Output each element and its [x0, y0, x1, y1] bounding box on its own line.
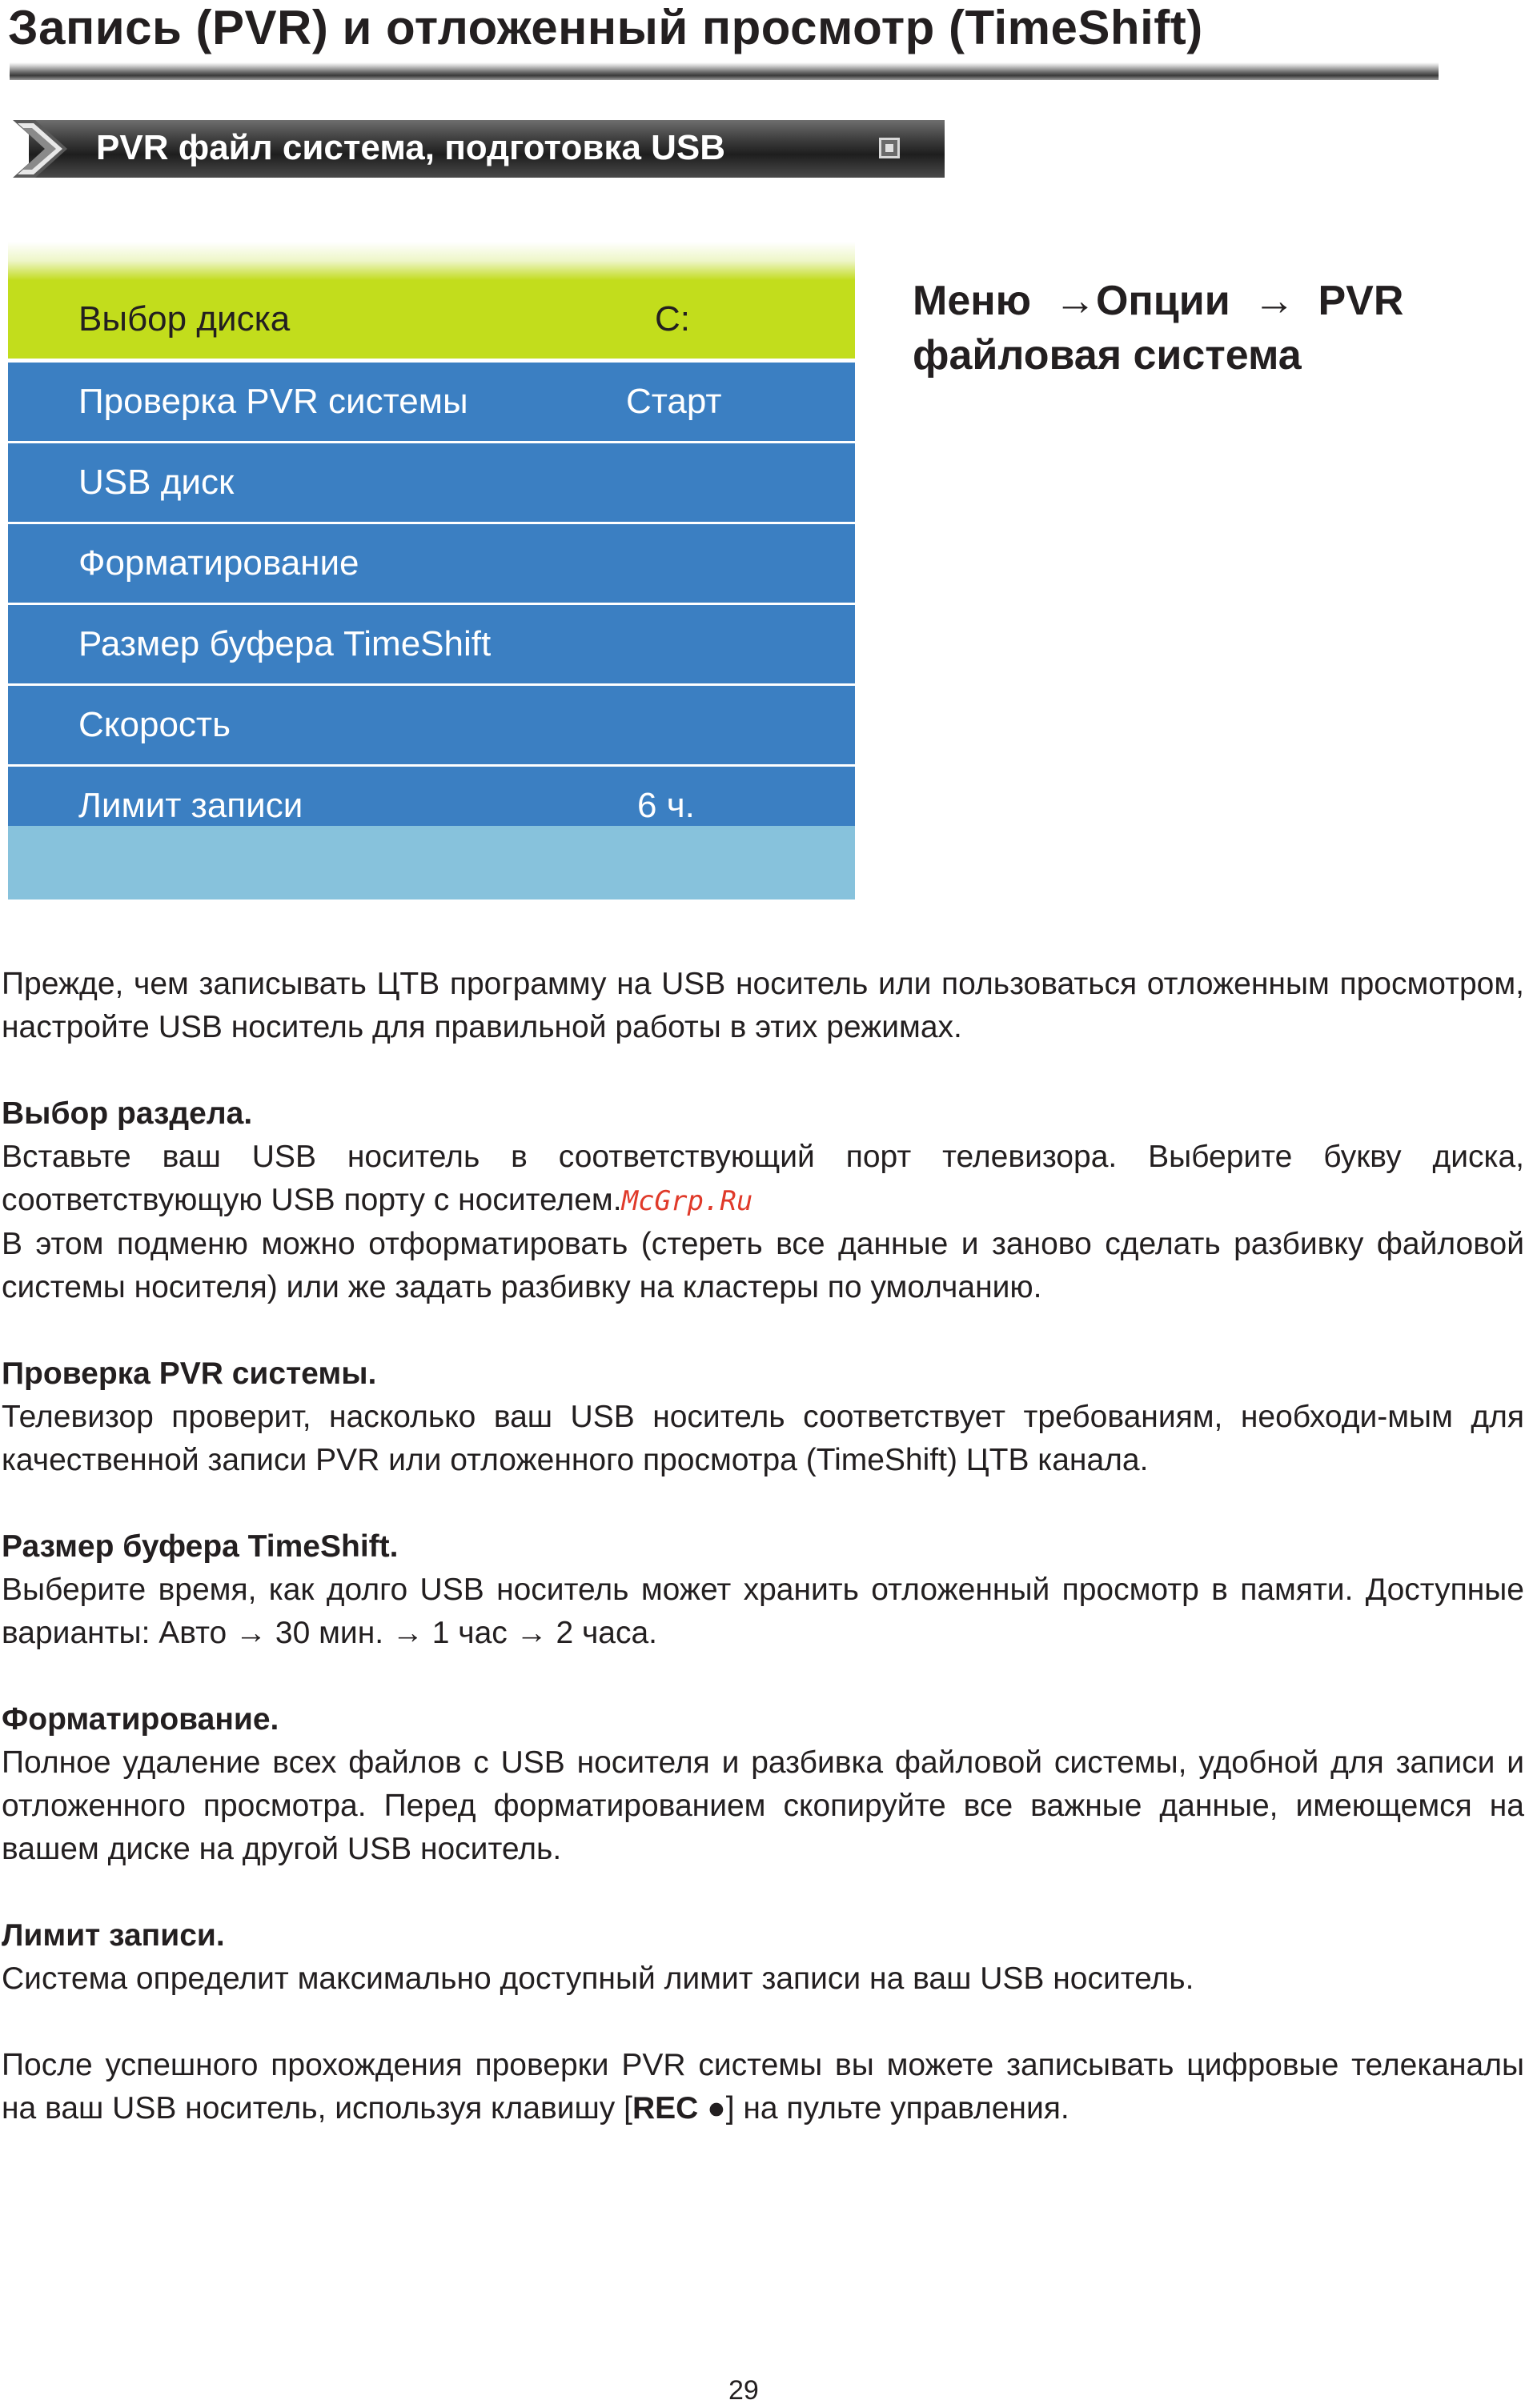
menu-item-format[interactable]	[8, 524, 855, 603]
final-text-before: После успешного прохождения проверки PVR системы вы можете записывать цифровые телеканалы на ваш USB носитель, используя клавишу [	[2, 2048, 1524, 2126]
menu-item-value: 6 ч.	[637, 786, 695, 825]
chevron-right-icon	[13, 120, 85, 178]
section-text-pvr-check: Телевизор проверит, насколько ваш USB носитель соответствует требованиям, необходи-мым для качественной записи PVR или отложенного просмотра (TimeShift) ЦТВ канала.	[2, 1400, 1524, 1477]
nav-path-line-2: файловая система	[913, 332, 1302, 379]
section-banner	[13, 120, 945, 178]
menu-item-disk-select[interactable]	[8, 280, 855, 359]
section-text-format: Полное удаление всех файлов с USB носителя и разбивка файловой системы, удобной для записи и отложенного просмотра. Перед форматированием скопируйте все важные данные, имеющемся на вашем диске на другой USB носитель.	[2, 1745, 1524, 1866]
page-title: Запись (PVR) и отложенный просмотр (TimeShift)	[8, 1, 1203, 54]
section-banner-title: PVR файл система, подготовка USB	[96, 128, 726, 167]
menu-item-label: Лимит записи	[78, 786, 303, 825]
menu-item-speed[interactable]	[8, 686, 855, 764]
menu-item-label: Проверка PVR системы	[78, 382, 468, 421]
intro-paragraph: Прежде, чем записывать ЦТВ программу на USB носитель или пользоваться отложенным просмотром, настройте USB носитель для правильной работы в этих режимах.	[2, 967, 1524, 1044]
menu-item-timeshift-buffer[interactable]	[8, 605, 855, 683]
section-heading-pvr-check: Проверка PVR системы.	[2, 1356, 377, 1391]
title-divider	[10, 62, 1439, 80]
section-heading-timeshift-buffer: Размер буфера TimeShift.	[2, 1529, 399, 1564]
menu-item-label: Форматирование	[78, 543, 359, 583]
menu-item-label: Размер буфера TimeShift	[78, 624, 492, 663]
menu-item-pvr-check[interactable]	[8, 363, 855, 441]
menu-navigation-path	[913, 274, 1521, 383]
rec-key-label: REC ●	[632, 2091, 726, 2126]
section-text-record-limit: Система определит максимально доступный лимит записи на ваш USB носитель.	[2, 1961, 1194, 1996]
pvr-settings-menu	[8, 242, 855, 899]
menu-item-label: Скорость	[78, 705, 231, 744]
nav-path-line-1: Меню →Опции → PVR	[913, 278, 1404, 324]
watermark: McGrp.Ru	[621, 1185, 753, 1217]
final-paragraph	[2, 2044, 1524, 2130]
section-text-partition-format: В этом подменю можно отформатировать (стереть все данные и заново сделать разбивку файловой системы носителя) или же задать разбивку на кластеры по умолчанию.	[2, 1227, 1524, 1304]
square-icon	[879, 138, 900, 158]
menu-item-label: USB диск	[78, 463, 235, 502]
menu-top-highlight	[8, 242, 855, 280]
section-heading-record-limit: Лимит записи.	[2, 1918, 225, 1953]
menu-item-value: Старт	[626, 382, 722, 421]
section-text-partition	[2, 1136, 1524, 1223]
menu-item-value: C:	[655, 299, 690, 339]
menu-item-usb-disk[interactable]	[8, 443, 855, 522]
menu-footer	[8, 826, 855, 899]
section-text-timeshift-buffer: Выберите время, как долго USB носитель может хранить отложенный просмотр в памяти. Доступные варианты: Авто → 30 мин. → 1 час → 2 часа.	[2, 1573, 1524, 1650]
page-number: 29	[728, 2375, 759, 2406]
menu-item-label: Выбор диска	[78, 299, 291, 339]
section-heading-partition: Выбор раздела.	[2, 1096, 253, 1131]
section-heading-format: Форматирование.	[2, 1702, 279, 1737]
partition-text-part1: Вставьте ваш USB носитель в соответствующий порт телевизора. Выберите букву диска, соответствующую USB порту с носителем.	[2, 1140, 1524, 1217]
final-text-after: ] на пульте управления.	[725, 2091, 1070, 2126]
instructions-body	[2, 963, 1524, 2130]
